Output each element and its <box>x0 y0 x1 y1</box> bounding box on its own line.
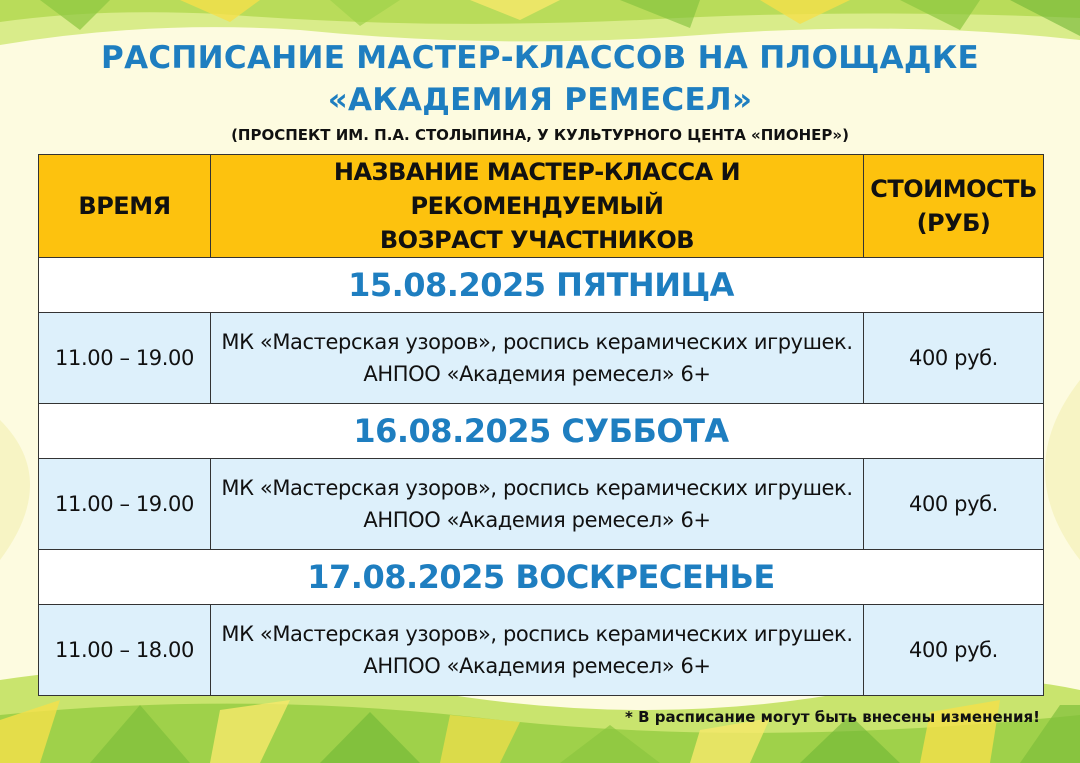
table-row <box>39 313 1044 404</box>
column-header-time-label: ВРЕМЯ <box>78 192 171 220</box>
class-name-cell <box>211 313 864 404</box>
table-header-row <box>39 155 1044 258</box>
class-name-cell <box>211 605 864 696</box>
price-cell: 400 руб. <box>864 459 1044 550</box>
time-cell: 11.00 – 19.00 <box>39 459 211 550</box>
class-name-line2: АНПОО «Академия ремесел» 6+ <box>363 362 711 386</box>
table-row <box>39 459 1044 550</box>
table-row <box>39 605 1044 696</box>
day-row <box>39 258 1044 313</box>
column-header-cost <box>864 155 1044 258</box>
column-header-cost-line2: (РУБ) <box>916 209 991 237</box>
column-header-cost-line1: СТОИМОСТЬ <box>870 175 1037 203</box>
price-cell: 400 руб. <box>864 313 1044 404</box>
column-header-time <box>39 155 211 258</box>
class-name-line1: МК «Мастерская узоров», роспись керамических игрушек. <box>221 622 853 646</box>
address-subtitle: (ПРОСПЕКТ ИМ. П.А. СТОЛЫПИНА, У КУЛЬТУРНОГО ЦЕНТА «ПИОНЕР») <box>231 126 849 144</box>
column-header-name-line1: НАЗВАНИЕ МАСТЕР-КЛАССА И РЕКОМЕНДУЕМЫЙ <box>333 158 741 220</box>
price-cell: 400 руб. <box>864 605 1044 696</box>
day-date: 15.08.2025 ПЯТНИЦА <box>39 258 1044 313</box>
column-header-name <box>211 155 864 258</box>
schedule-table <box>38 154 1044 696</box>
class-name-line2: АНПОО «Академия ремесел» 6+ <box>363 654 711 678</box>
class-name-cell <box>211 459 864 550</box>
time-cell: 11.00 – 18.00 <box>39 605 211 696</box>
column-header-name-line2: ВОЗРАСТ УЧАСТНИКОВ <box>379 226 695 254</box>
day-date: 16.08.2025 СУББОТА <box>39 404 1044 459</box>
day-date: 17.08.2025 ВОСКРЕСЕНЬЕ <box>39 550 1044 605</box>
day-row <box>39 550 1044 605</box>
page-title-line1: РАСПИСАНИЕ МАСТЕР-КЛАССОВ НА ПЛОЩАДКЕ <box>101 40 979 76</box>
page-title-line2: «АКАДЕМИЯ РЕМЕСЕЛ» <box>327 82 753 118</box>
class-name-line1: МК «Мастерская узоров», роспись керамических игрушек. <box>221 330 853 354</box>
footnote: * В расписание могут быть внесены изменения! <box>625 708 1040 726</box>
time-cell: 11.00 – 19.00 <box>39 313 211 404</box>
class-name-line1: МК «Мастерская узоров», роспись керамических игрушек. <box>221 476 853 500</box>
class-name-line2: АНПОО «Академия ремесел» 6+ <box>363 508 711 532</box>
day-row <box>39 404 1044 459</box>
